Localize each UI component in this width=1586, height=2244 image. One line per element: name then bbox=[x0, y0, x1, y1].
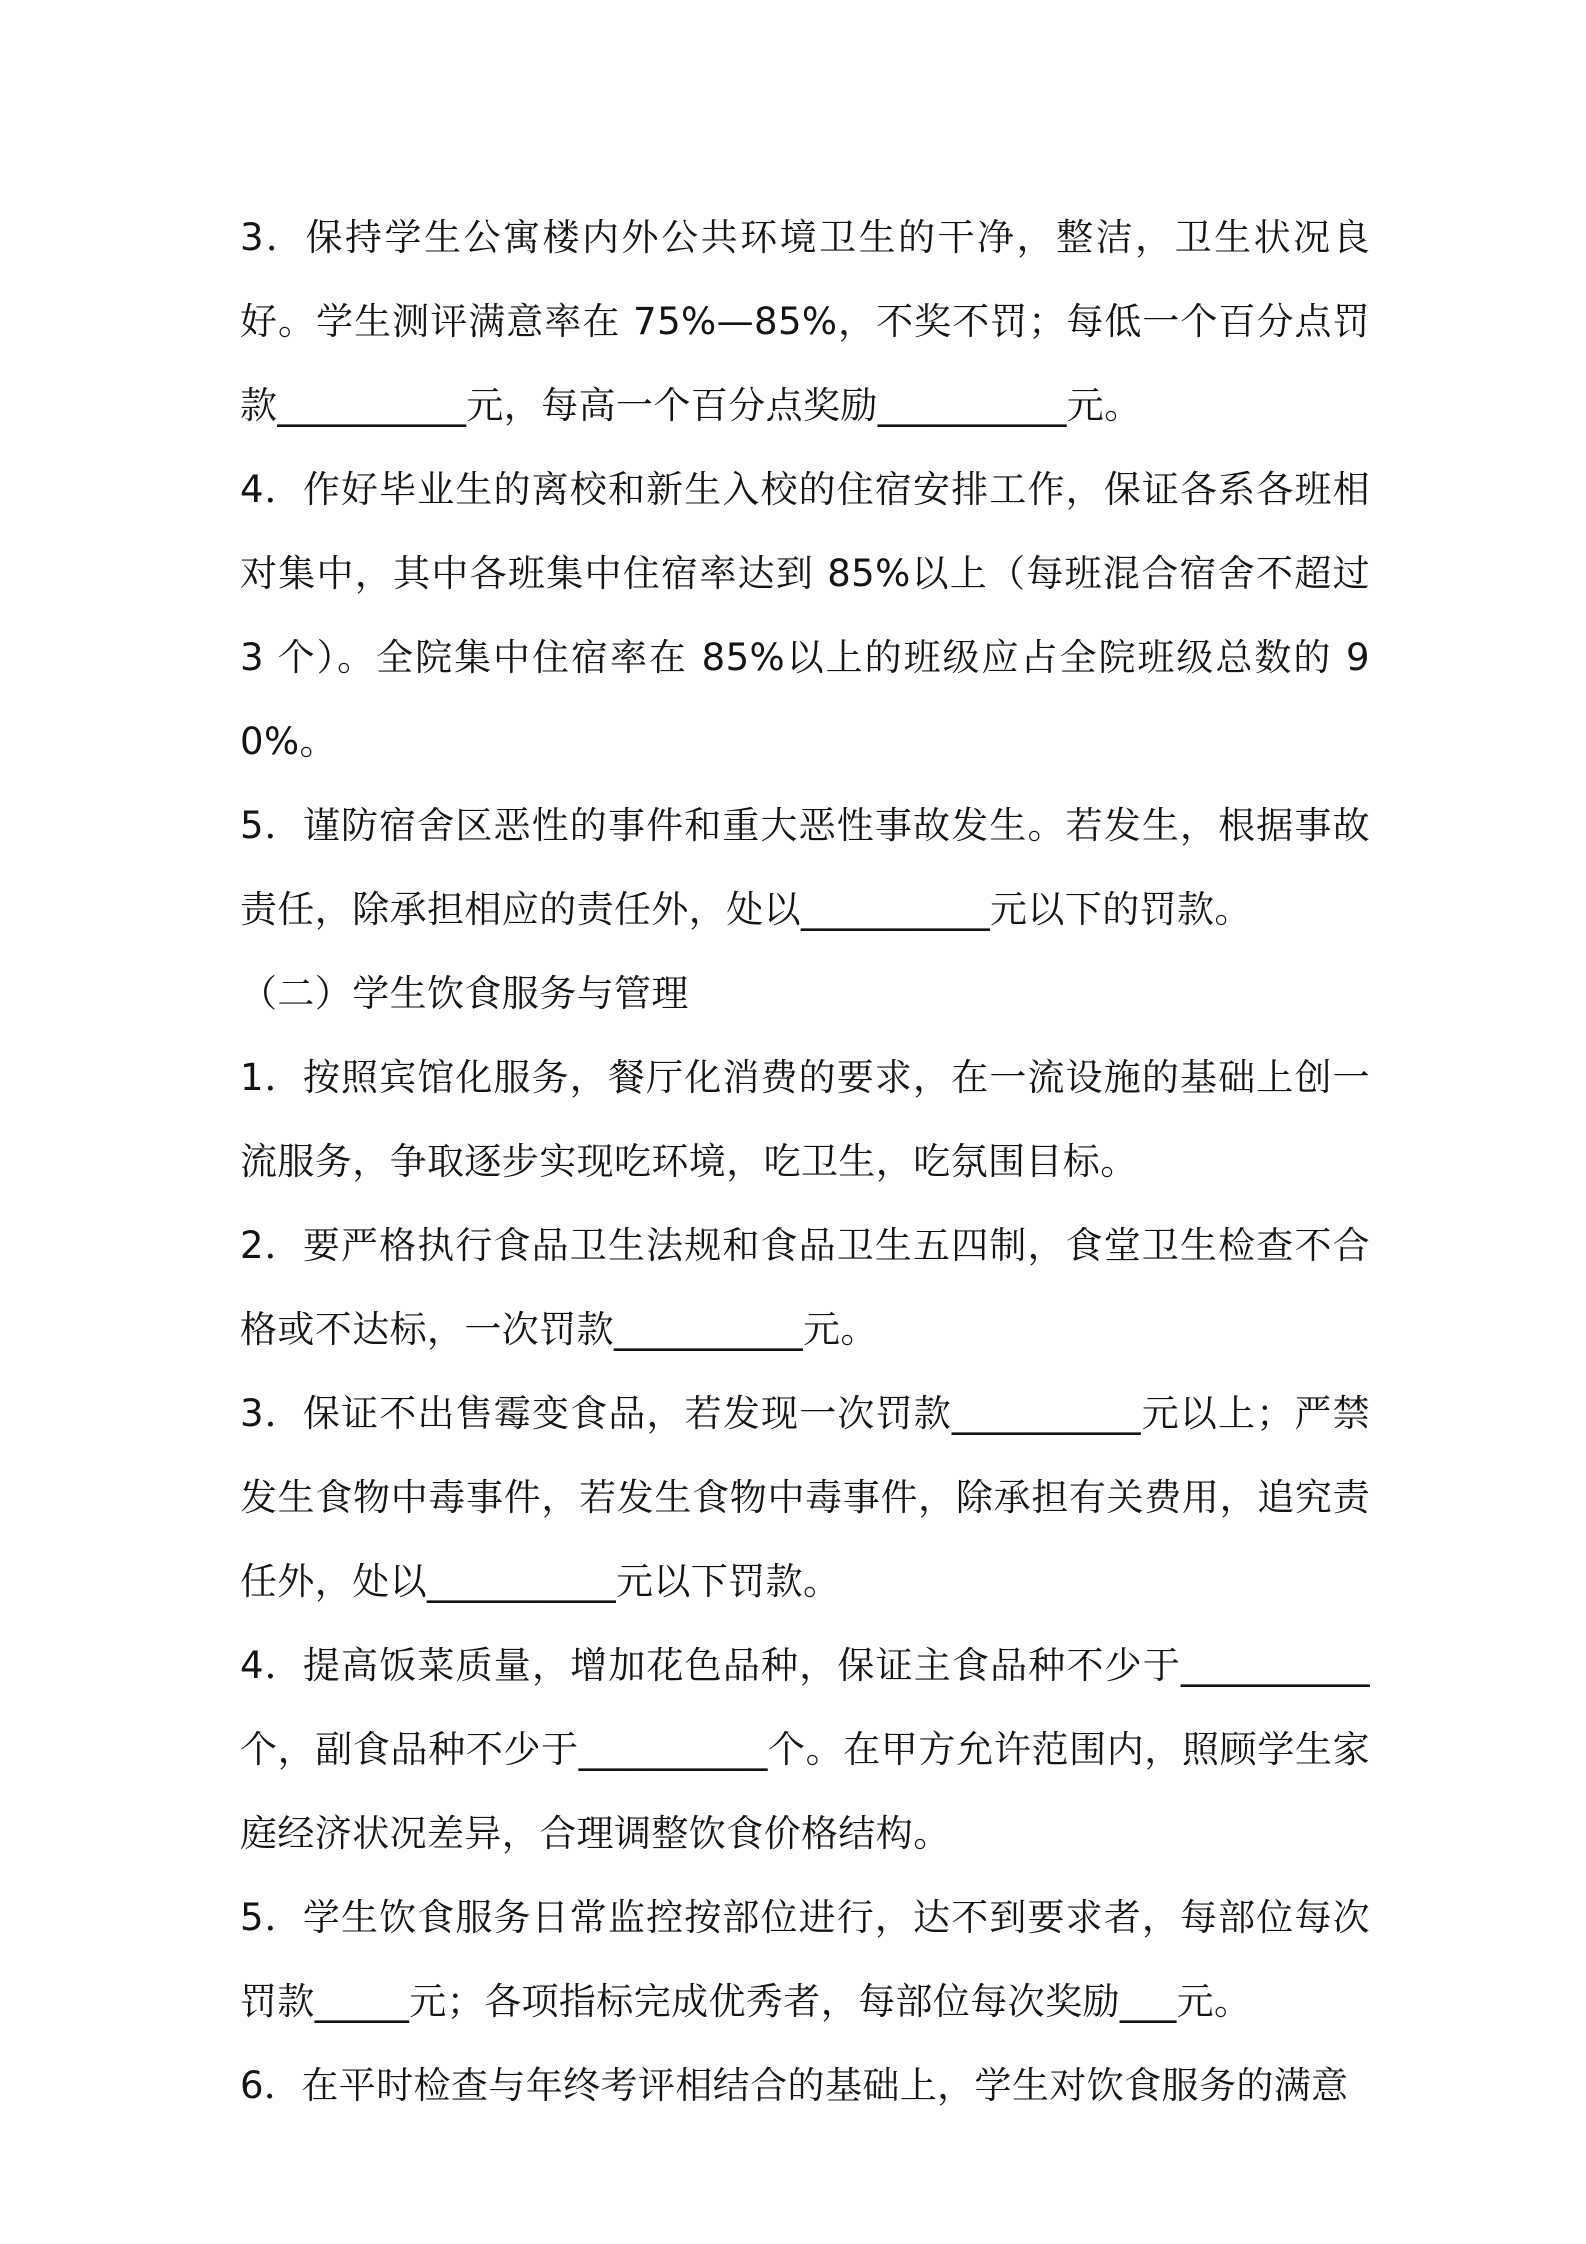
paragraph-dorm-hygiene: 3．保持学生公寓楼内外公共环境卫生的干净，整洁，卫生状况良好。学生测评满意率在 75%—85%，不奖不罚；每低一个百分点罚款__________元，每高一个百分点奖励__________元。 bbox=[240, 216, 1370, 427]
document-body bbox=[240, 196, 1370, 2128]
paragraph-service-standard: 1．按照宾馆化服务，餐厅化消费的要求，在一流设施的基础上创一流服务，争取逐步实现吃环境，吃卫生，吃氛围目标。 bbox=[240, 1056, 1370, 1183]
paragraph-daily-monitoring: 5．学生饮食服务日常监控按部位进行，达不到要求者，每部位每次罚款_____元；各项指标完成优秀者，每部位每次奖励___元。 bbox=[240, 1896, 1370, 2023]
paragraph-food-hygiene: 2．要严格执行食品卫生法规和食品卫生五四制，食堂卫生检查不合格或不达标，一次罚款__________元。 bbox=[240, 1224, 1370, 1351]
section-heading-catering: （二）学生饮食服务与管理 bbox=[240, 972, 689, 1015]
paragraph-accident-prevention: 5．谨防宿舍区恶性的事件和重大恶性事故发生。若发生，根据事故责任，除承担相应的责任外，处以__________元以下的罚款。 bbox=[240, 804, 1370, 931]
paragraph-menu-variety: 4．提高饭菜质量，增加花色品种，保证主食品种不少于__________个，副食品种不少于__________个。在甲方允许范围内，照顾学生家庭经济状况差异，合理调整饮食价格结构。 bbox=[240, 1644, 1370, 1855]
paragraph-accommodation-arrangement: 4．作好毕业生的离校和新生入校的住宿安排工作，保证各系各班相对集中，其中各班集中住宿率达到 85%以上（每班混合宿舍不超过 3 个）。全院集中住宿率在 85%以上的班级应占全院班级总数的 90%。 bbox=[240, 468, 1370, 763]
paragraph-evaluation: 6．在平时检查与年终考评相结合的基础上，学生对饮食服务的满意 bbox=[240, 2064, 1349, 2107]
paragraph-food-safety: 3．保证不出售霉变食品，若发现一次罚款__________元以上；严禁发生食物中毒事件，若发生食物中毒事件，除承担有关费用，追究责任外，处以__________元以下罚款。 bbox=[240, 1392, 1370, 1603]
